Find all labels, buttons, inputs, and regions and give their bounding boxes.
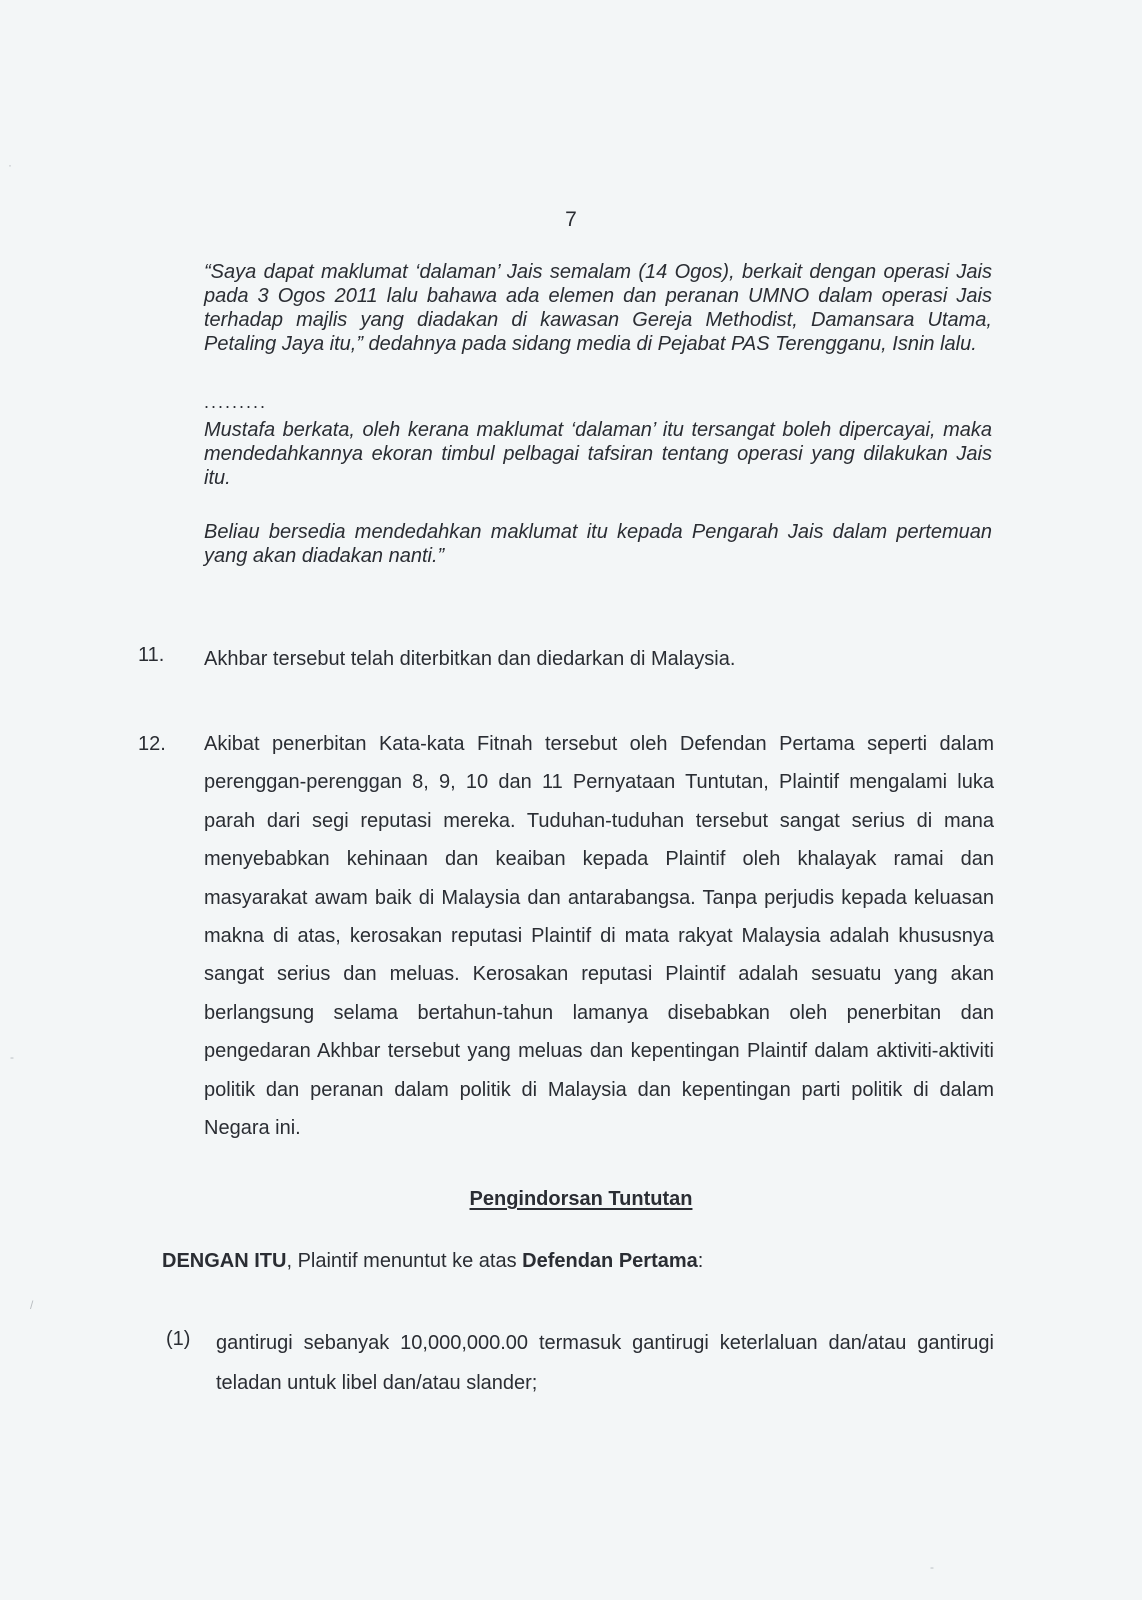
quote-text-1: “Saya dapat maklumat ‘dalaman’ Jais semalam (14 Ogos), berkait dengan operasi Jais pada 3 Ogos 2011 lalu bahawa ada elemen dan peranan UMNO dalam operasi Jais terhadap majlis yang diadakan di kawasan Gereja Methodist, Damansara Utama, Petaling Jaya itu,” dedahnya pada sidang media di Pejabat PAS Terengganu, Isnin lalu. bbox=[204, 261, 992, 355]
prayer-end: : bbox=[697, 1250, 704, 1272]
quote-paragraph-1 bbox=[204, 260, 992, 356]
prayer-middle: , Plaintif menuntut ke atas bbox=[286, 1250, 523, 1272]
quote-paragraph-3 bbox=[204, 520, 992, 568]
page-number: 7 bbox=[565, 208, 577, 231]
prayer-lead: DENGAN ITU bbox=[162, 1250, 287, 1272]
scan-speck: - bbox=[10, 1050, 14, 1064]
quote-paragraph-2 bbox=[204, 418, 992, 490]
scan-speck: - bbox=[930, 1560, 934, 1574]
claim-item-text: gantirugi sebanyak 10,000,000.00 termasuk gantirugi keterlaluan dan/atau gantirugi teladan untuk libel dan/atau slander; bbox=[216, 1332, 994, 1394]
paragraph-12-number: 12. bbox=[138, 733, 166, 755]
scan-speck: · bbox=[8, 158, 12, 172]
claim-item-number: (1) bbox=[166, 1328, 191, 1350]
quote-ellipsis: ......... bbox=[204, 392, 268, 412]
prayer-clause bbox=[162, 1250, 703, 1273]
endorsement-heading: Pengindorsan Tuntutan bbox=[469, 1188, 693, 1210]
paragraph-12-text: Akibat penerbitan Kata-kata Fitnah tersebut oleh Defendan Pertama seperti dalam perenggan-perenggan 8, 9, 10 dan 11 Pernyataan Tuntutan, Plaintif mengalami luka parah dari segi reputasi mereka. Tuduhan-tuduhan tersebut sangat serius di mana menyebabkan kehinaan dan keaiban kepada Plaintif oleh khalayak ramai dan masyarakat awam baik di Malaysia dan antarabangsa. Tanpa perjudis kepada keluasan makna di atas, kerosakan reputasi Plaintif di mata rakyat Malaysia adalah khususnya sangat serius dan meluas. Kerosakan reputasi Plaintif adalah sesuatu yang akan berlangsung selama bertahun-tahun lamanya disebabkan oleh penerbitan dan pengedaran Akhbar tersebut yang meluas dan kepentingan Plaintif dalam aktiviti-aktiviti politik dan peranan dalam politik di Malaysia dan kepentingan parti politik di dalam Negara ini. bbox=[204, 733, 994, 1140]
scan-speck: / bbox=[30, 1298, 34, 1312]
quote-text-3: Beliau bersedia mendedahkan maklumat itu kepada Pengarah Jais dalam pertemuan yang akan diadakan nanti.” bbox=[204, 521, 992, 567]
prayer-party: Defendan Pertama bbox=[522, 1250, 698, 1272]
quote-text-2: Mustafa berkata, oleh kerana maklumat ‘dalaman’ itu tersangat boleh dipercayai, maka mendedahkannya ekoran timbul pelbagai tafsiran tentang operasi yang dilakukan Jais itu. bbox=[204, 419, 992, 489]
paragraph-11-text: Akhbar tersebut telah diterbitkan dan diedarkan di Malaysia. bbox=[204, 648, 736, 670]
paragraph-11-number: 11. bbox=[138, 644, 165, 666]
